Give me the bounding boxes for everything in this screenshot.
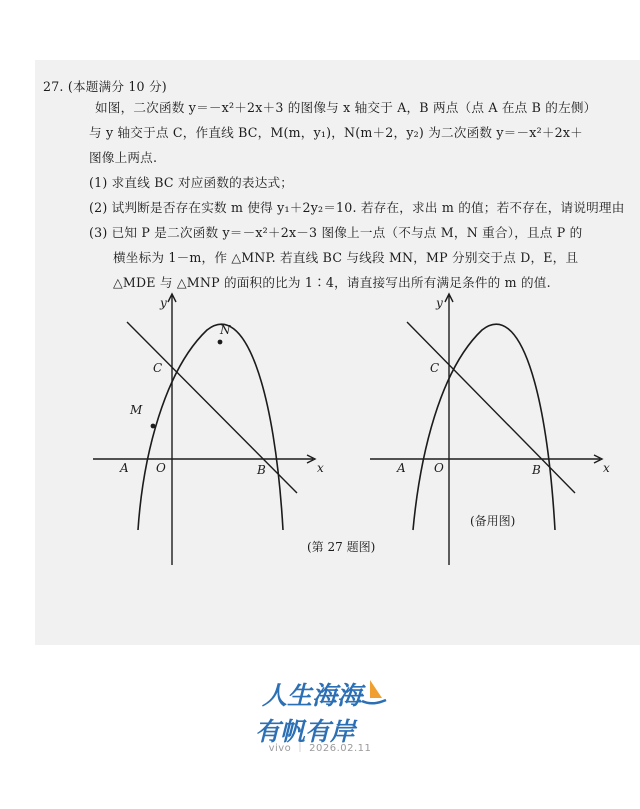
main-label-o: O (156, 461, 166, 475)
question-heading: 27. (本题满分 10 分) (43, 79, 167, 94)
main-label-c: C (153, 361, 163, 375)
question-line-2: 与 y 轴交于点 C，作直线 BC，M(m，y₁)，N(m＋2，y₂) 为二次函数 y＝－x²＋2x＋ (89, 125, 583, 140)
figure-backup-graph (35, 60, 640, 645)
figure-caption: (第 27 题图) (307, 540, 376, 554)
question-line-1: 如图，二次函数 y＝－x²＋2x＋3 的图像与 x 轴交于 A，B 两点（点 A 在点 B 的左侧） (95, 100, 597, 115)
question-part-3-line-2: 横坐标为 1－m，作 △MNP. 若直线 BC 与线段 MN，MP 分别交于点 D，E，且 (113, 250, 579, 265)
backup-label-x: x (603, 461, 610, 475)
backup-label-o: O (434, 461, 444, 475)
slogan-line-2: 有帆有岸 (255, 717, 356, 746)
main-label-x: x (317, 461, 324, 475)
exam-paper-sheet (35, 60, 640, 645)
main-label-y: y (160, 296, 167, 310)
backup-figure-caption: (备用图) (470, 514, 516, 528)
backup-label-c: C (430, 361, 440, 375)
main-label-a: A (120, 461, 129, 475)
backup-label-y: y (436, 296, 443, 310)
backup-line-bc (407, 322, 575, 493)
backup-label-a: A (397, 461, 406, 475)
main-label-m: M (130, 403, 143, 417)
question-part-3-line-1: (3) 已知 P 是二次函数 y＝－x²＋2x－3 图像上一点（不与点 M，N 重合），且点 P 的 (89, 225, 583, 240)
question-part-1: (1) 求直线 BC 对应函数的表达式； (89, 175, 294, 190)
backup-parabola (413, 324, 555, 530)
question-part-3-line-3: △MDE 与 △MNP 的面积的比为 1∶4，请直接写出所有满足条件的 m 的值. (113, 275, 551, 290)
sail-icon (362, 680, 386, 703)
question-line-3: 图像上两点. (89, 150, 158, 165)
main-label-b: B (257, 463, 266, 477)
main-label-n: N (220, 323, 231, 337)
question-part-2: (2) 试判断是否存在实数 m 使得 y₁＋2y₂＝10. 若存在，求出 m 的值；若不存在，请说明理由 (89, 200, 625, 215)
slogan-line-1: 人生海海 (262, 681, 363, 710)
device-stamp: vivo ｜ 2026.02.11 (268, 743, 372, 754)
backup-label-b: B (532, 463, 541, 477)
